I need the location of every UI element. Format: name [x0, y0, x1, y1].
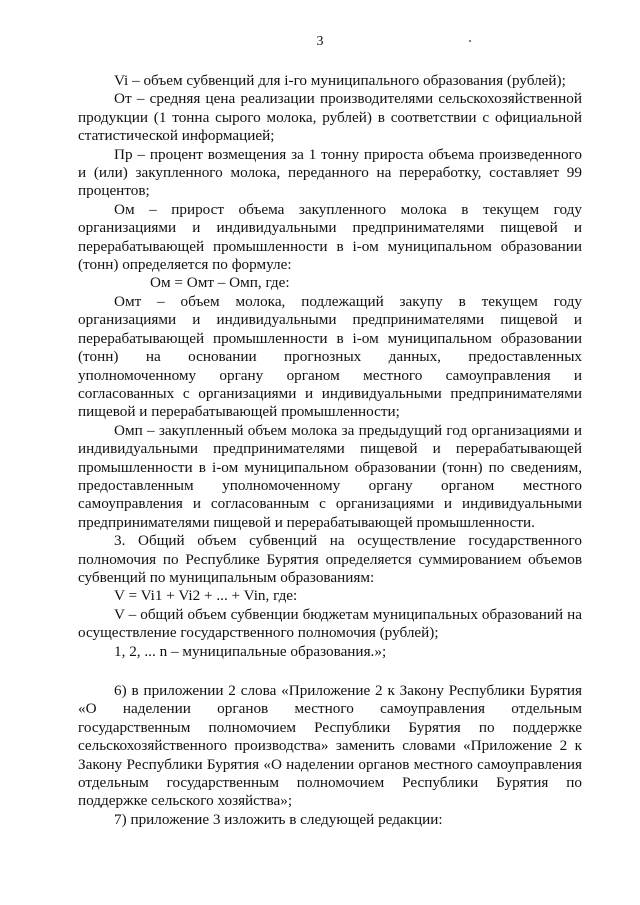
paragraph-n-definition: 1, 2, ... n – муниципальные образования.»;: [114, 642, 387, 660]
paragraph-vi-definition: Vi – объем субвенций для i-го муниципального образования (рублей);: [114, 72, 566, 89]
paragraph-omp-definition: Омп – закупленный объем молока за предыдущий год организациями и индивидуальными предпринимателями пищевой и перерабатывающей промышленности в i-ом муниципальном образовании (тонн) по сведениям, предоставленным уполномоченному органу органом местного самоуправления и согласованным с организациями и индивидуальными предпринимателями пищевой и перерабатывающей промышленности.: [78, 421, 582, 531]
paragraph-omt-definition: Омт – объем молока, подлежащий закупу в текущем году организациями и индивидуальными предпринимателями пищевой и перерабатывающей промышленности в i-ом муниципальном образовании (тонн) на основании прогнозных данных, предоставленных уполномоченному органу органом местного самоуправления и согласованных с организациями и индивидуальными предпринимателями пищевой и перерабатывающей промышленности;: [78, 292, 582, 421]
paragraph-item-6: 6) в приложении 2 слова «Приложение 2 к Закону Республики Бурятия «О наделении органов местного самоуправления отдельным государственным полномочием Республики Бурятия по поддержке сельскохозяйственного производства» заменить словами «Приложение 2 к Закону Республики Бурятия «О наделении органов местного самоуправления отдельным государственным полномочием Республики Бурятия по поддержке сельского хозяйства»;: [78, 682, 582, 810]
paragraph-ot-definition: От – средняя цена реализации производителями сельскохозяйственной продукции (1 тонна сырого молока, рублей) в соответствии с официальной статистической информацией;: [78, 90, 582, 145]
paragraph-gap: [78, 661, 582, 682]
page-number: 3: [316, 34, 324, 49]
document-body: [78, 72, 582, 829]
paragraph-pr-definition: Пр – процент возмещения за 1 тонну прироста объема произведенного и (или) закупленного молока, переданного на переработку, составляет 99 процентов;: [78, 145, 582, 200]
formula-v: V = Vi1 + Vi2 + ... + Vin, где:: [114, 587, 298, 605]
paragraph-om-definition: Ом – прирост объема закупленного молока в текущем году организациями и индивидуальными предпринимателями пищевой и перерабатывающей промышленности в i-ом муниципальном образовании (тонн) определяется по формуле:: [78, 200, 582, 274]
formula-om: Ом = Омт – Омп, где:: [150, 274, 290, 292]
paragraph-total-subvention: 3. Общий объем субвенций на осуществление государственного полномочия по Республике Бурятия определяется суммированием объемов субвенций по муниципальным образованиям:: [78, 532, 582, 586]
paragraph-item-7: 7) приложение 3 изложить в следующей редакции:: [114, 810, 443, 828]
scan-speck: [469, 40, 471, 42]
paragraph-v-definition: V – общий объем субвенции бюджетам муниципальных образований на осуществление государственного полномочия (рублей);: [78, 605, 582, 642]
